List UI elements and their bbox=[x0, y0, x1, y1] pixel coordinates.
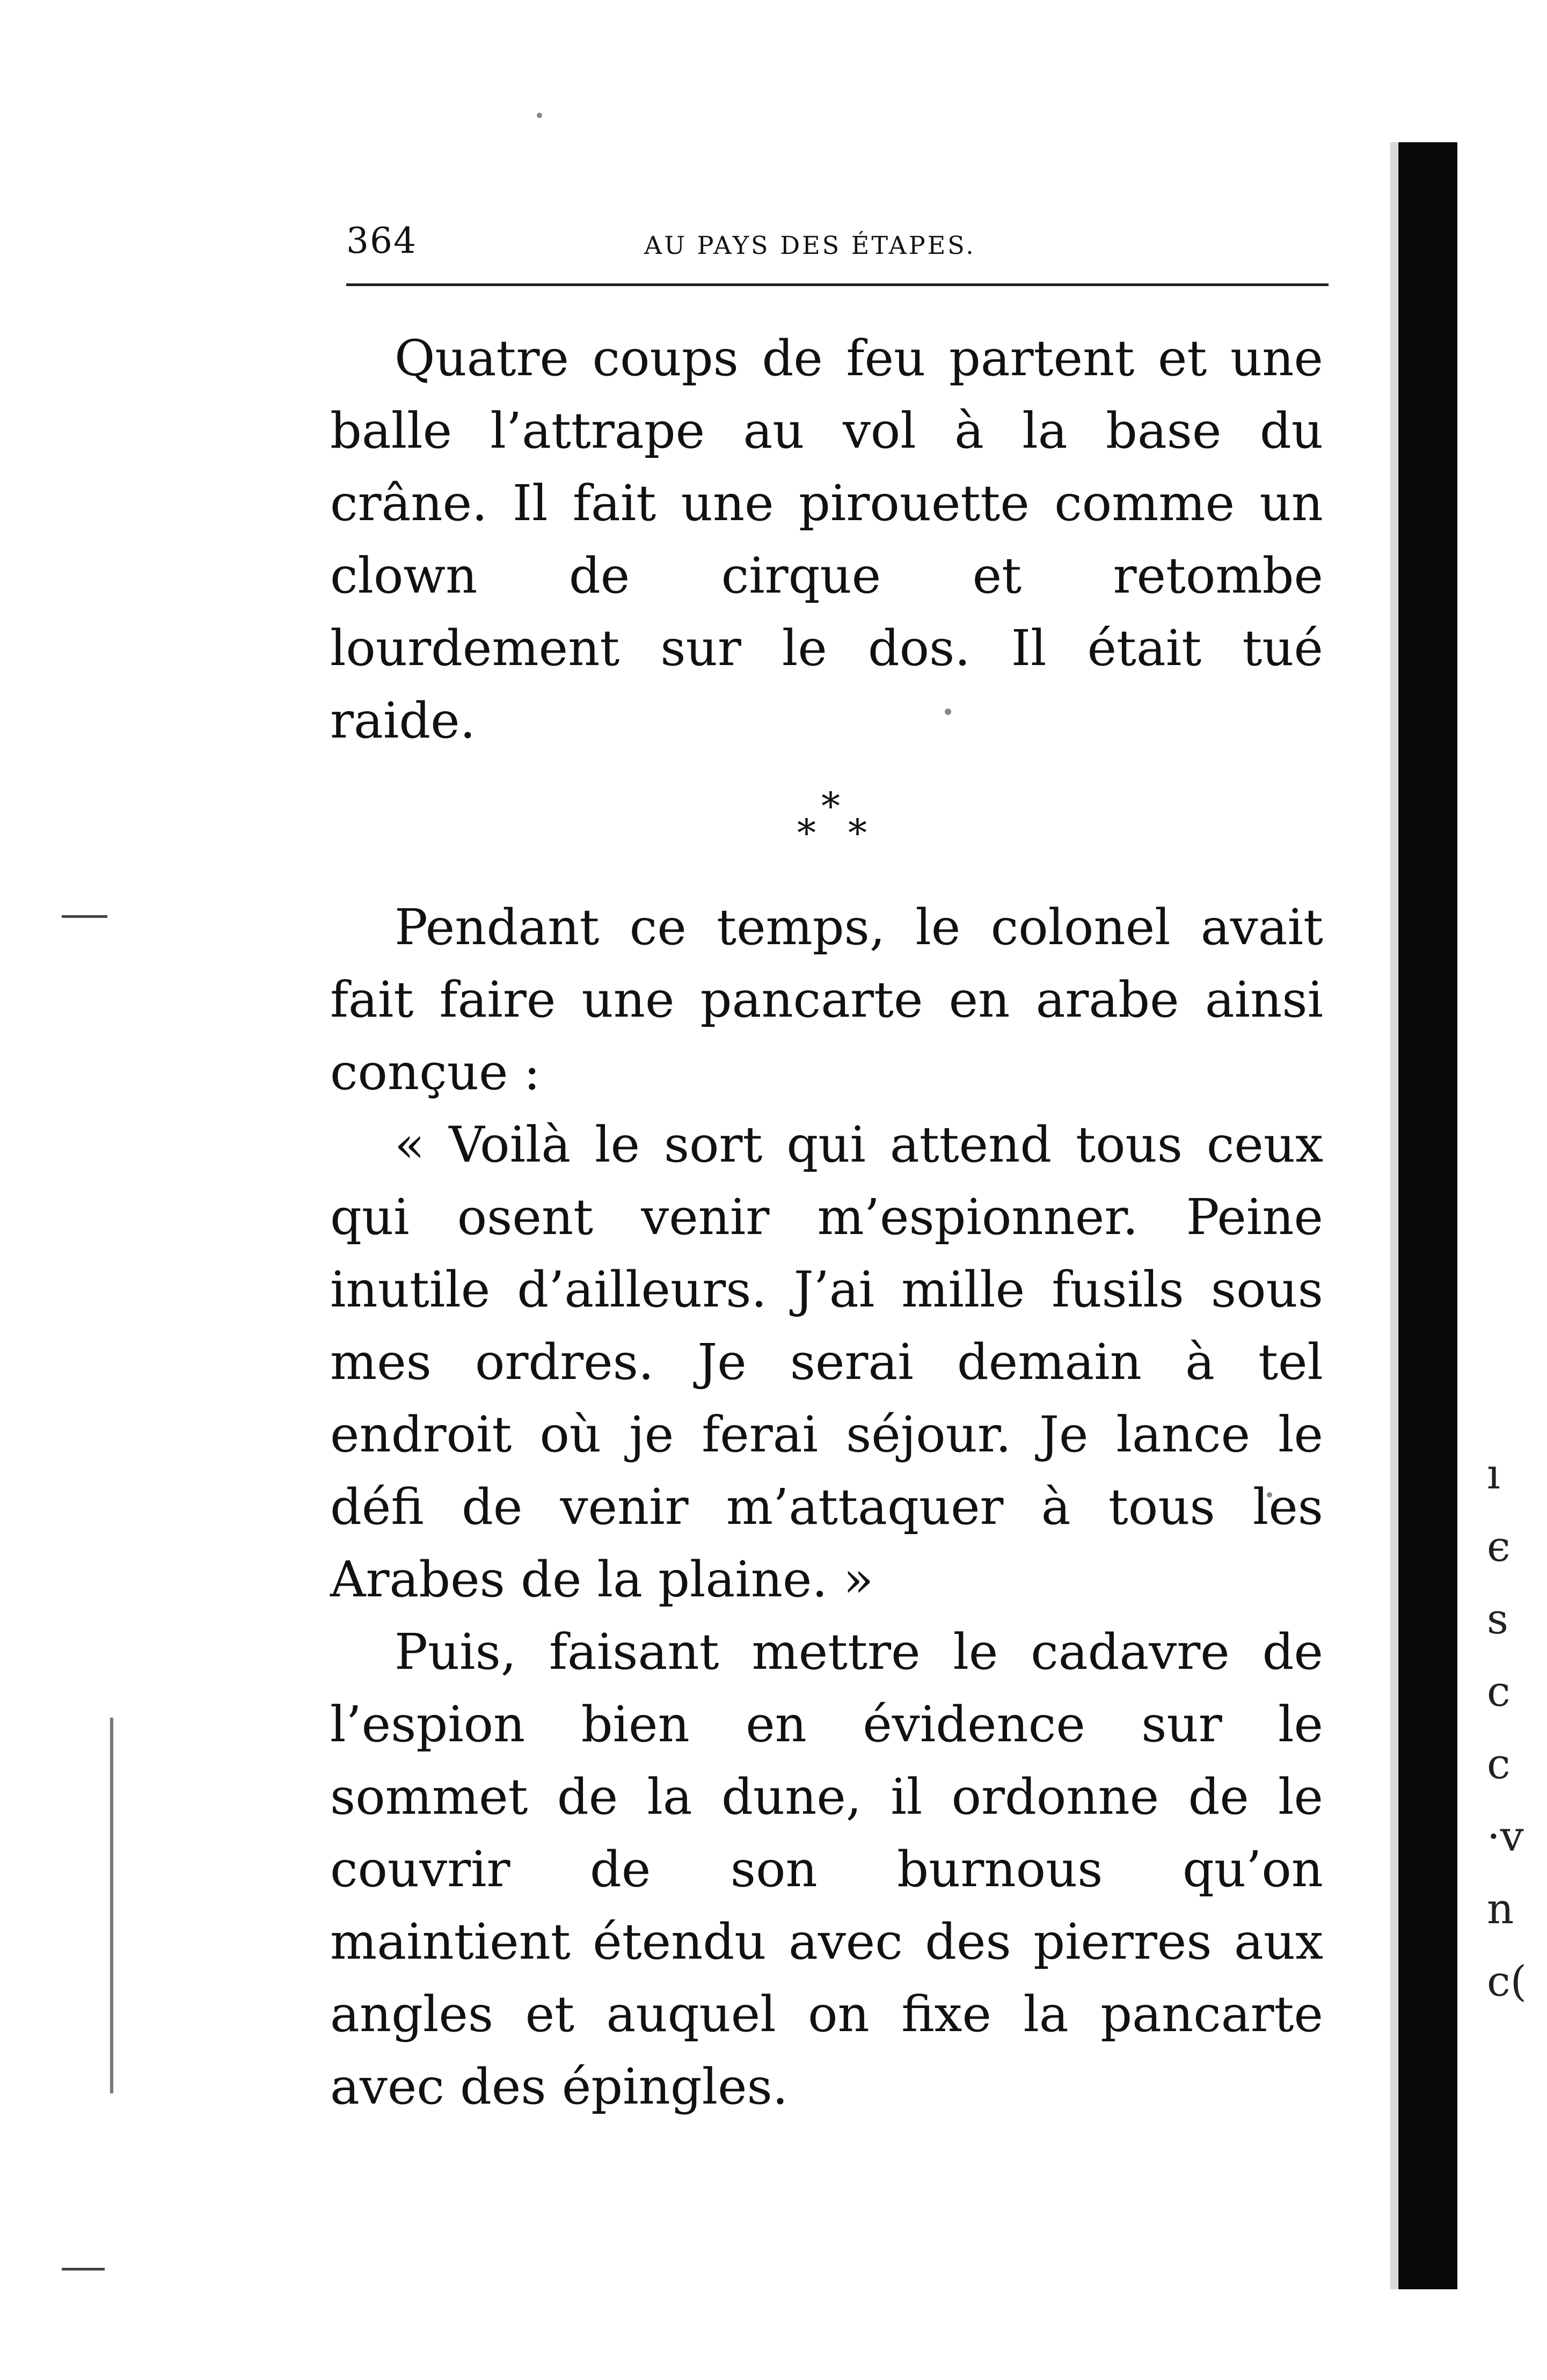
page-header bbox=[346, 220, 1329, 274]
asterism bbox=[330, 757, 1323, 891]
asterism-star: * bbox=[848, 811, 867, 855]
fragment-letter: c bbox=[1487, 1740, 1510, 1788]
fragment-letter: c( bbox=[1487, 1958, 1527, 2006]
paragraph: Quatre coups de feu partent et une balle l’attrape au vol à la base du crâne. Il fait une pirouette comme un clown de cirque et retombe lourdement sur le dos. Il était tué raide. bbox=[330, 330, 1323, 749]
next-page-fragments bbox=[1487, 1439, 1547, 2018]
running-title: AU PAYS DES ÉTAPES. bbox=[644, 231, 976, 260]
gutter-mark bbox=[62, 915, 107, 918]
asterism-star: * bbox=[797, 811, 816, 855]
body-text bbox=[330, 322, 1323, 2123]
binding-gap bbox=[1390, 142, 1398, 2289]
paragraph: « Voilà le sort qui attend tous ceux qui osent venir m’espionner. Peine inutile d’ailleurs. J’ai mille fusils sous mes ordres. Je serai demain à tel endroit où je ferai séjour. Je lance le défi de venir m’attaquer à tous les Arabes de la plaine. » bbox=[330, 1116, 1323, 1608]
asterism-star: * bbox=[821, 784, 840, 828]
page-number: 364 bbox=[346, 220, 417, 261]
fragment-letter: є bbox=[1487, 1523, 1510, 1571]
gutter-mark bbox=[110, 1718, 113, 2093]
gutter-mark bbox=[62, 2268, 105, 2271]
scan-speck bbox=[537, 113, 542, 118]
fragment-letter: n bbox=[1487, 1885, 1514, 1933]
paragraph: Pendant ce temps, le colonel avait fait faire une pancarte en arabe ainsi conçue : bbox=[330, 899, 1323, 1101]
paragraph: Puis, faisant mettre le cadavre de l’espion bien en évidence sur le sommet de la dune, il ordonne de le couvrir de son burnous qu’on maintient étendu avec des pierres aux angles et auquel on fixe la pancarte avec des épingles. bbox=[330, 1623, 1323, 2115]
fragment-letter: ı bbox=[1487, 1450, 1500, 1499]
fragment-letter: s bbox=[1487, 1595, 1509, 1644]
fragment-letter: ·v bbox=[1487, 1813, 1524, 1861]
fragment-letter: c bbox=[1487, 1668, 1510, 1716]
binding-edge bbox=[1398, 142, 1457, 2289]
header-rule bbox=[346, 283, 1329, 286]
